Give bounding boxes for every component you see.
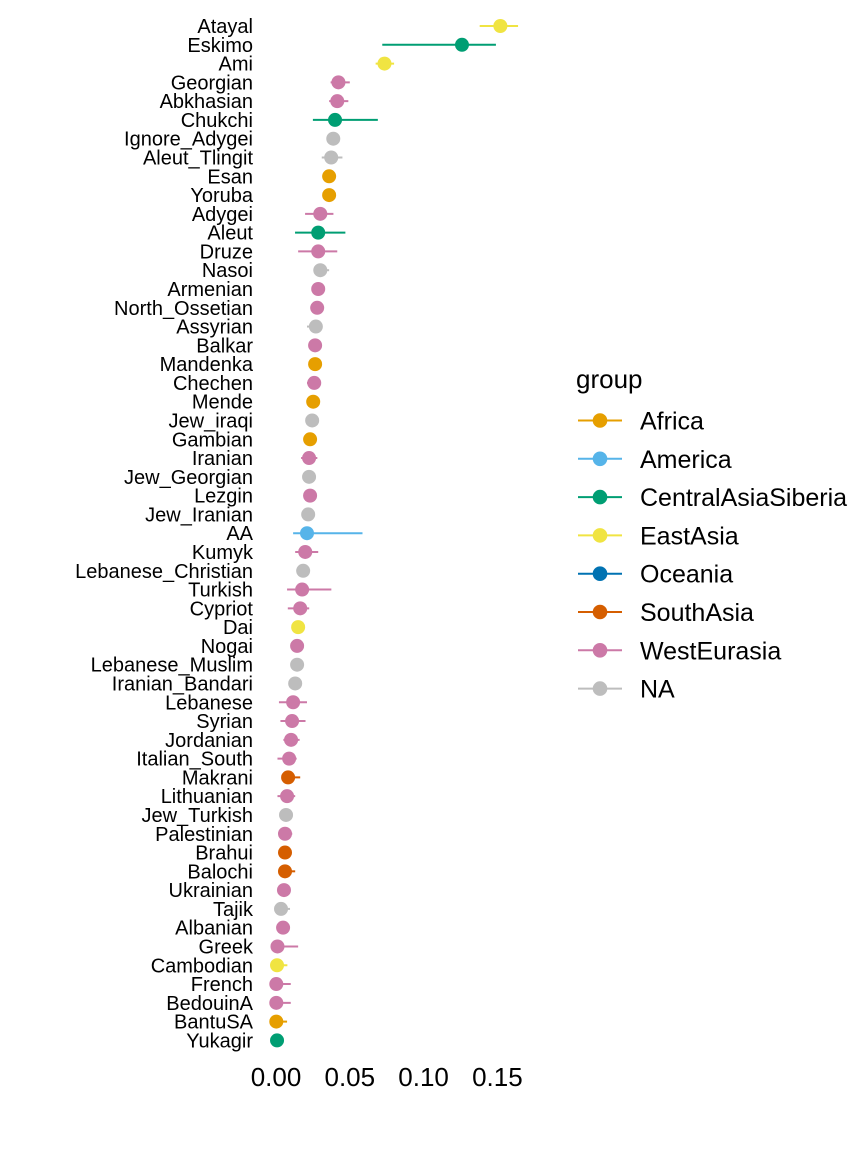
legend-key-dot — [593, 413, 608, 428]
legend-title: group — [576, 364, 643, 394]
y-axis-label: Aleut — [207, 222, 253, 245]
data-point — [274, 902, 288, 916]
y-axis-label: Jordanian — [165, 729, 253, 752]
data-point — [308, 338, 322, 352]
legend-item — [578, 522, 739, 550]
data-point — [326, 132, 340, 146]
y-axis-label: BedouinA — [166, 992, 253, 1015]
data-point — [295, 583, 309, 597]
data-point — [324, 150, 338, 164]
y-axis-label: Lebanese — [165, 692, 253, 715]
y-axis-label: AA — [226, 523, 253, 546]
data-point — [300, 526, 314, 540]
data-point — [290, 658, 304, 672]
legend-item — [578, 446, 732, 474]
y-axis-label: Nogai — [200, 635, 253, 658]
data-point — [330, 94, 344, 108]
data-point — [279, 808, 293, 822]
legend-item-label: NA — [640, 675, 675, 704]
y-axis-label: Iranian_Bandari — [111, 673, 253, 696]
y-axis-label: Balkar — [196, 335, 253, 358]
data-point — [302, 451, 316, 465]
y-axis-label: Syrian — [196, 711, 253, 734]
data-point — [270, 939, 284, 953]
y-axis-label: Ami — [218, 53, 253, 76]
data-point — [331, 75, 345, 89]
y-axis-label: Mandenka — [159, 354, 253, 377]
data-point — [313, 207, 327, 221]
legend-item-label: EastAsia — [640, 522, 739, 551]
data-point — [288, 676, 302, 690]
y-axis-label: Adygei — [191, 203, 253, 226]
y-axis-label: Kumyk — [191, 541, 253, 564]
y-axis-label: Chechen — [172, 372, 253, 395]
data-point — [296, 564, 310, 578]
y-axis-label: Cambodian — [150, 955, 253, 978]
data-point — [322, 188, 336, 202]
y-axis-label: Abkhasian — [159, 91, 253, 114]
legend-key-dot — [593, 605, 608, 620]
y-axis-label: Druze — [199, 241, 253, 264]
data-point — [290, 639, 304, 653]
x-axis-tick-label: 0.00 — [250, 1062, 302, 1092]
data-point — [311, 244, 325, 258]
y-axis-label: Brahui — [195, 842, 253, 865]
x-axis — [251, 1062, 523, 1092]
y-axis-label: Lebanese_Christian — [75, 560, 253, 583]
legend-key-dot — [593, 528, 608, 543]
y-axis-label: Jew_Georgian — [124, 466, 253, 489]
y-axis-label: Greek — [198, 936, 253, 959]
data-point — [307, 376, 321, 390]
y-axis-label: Jew_Iranian — [145, 504, 253, 527]
legend — [578, 408, 847, 704]
x-axis-tick-label: 0.10 — [398, 1062, 449, 1092]
legend-item-label: WestEurasia — [640, 637, 782, 666]
data-point — [270, 1033, 284, 1047]
data-point — [284, 733, 298, 747]
y-axis-label: Ignore_Adygei — [124, 128, 253, 151]
data-point — [280, 789, 294, 803]
x-axis-tick-label: 0.05 — [324, 1062, 376, 1092]
y-axis-label: Chukchi — [180, 109, 253, 132]
y-axis-label: Lebanese_Muslim — [90, 654, 253, 677]
data-point — [285, 714, 299, 728]
legend-item-label: Africa — [640, 407, 704, 436]
data-point — [377, 57, 391, 71]
data-point — [270, 958, 284, 972]
data-point — [298, 545, 312, 559]
y-axis-label: Mende — [191, 391, 253, 414]
legend-item-label: SouthAsia — [640, 599, 754, 627]
data-point — [305, 413, 319, 427]
data-point — [328, 113, 342, 127]
data-point — [303, 489, 317, 503]
y-axis-label: Ukrainian — [168, 880, 253, 903]
y-axis-label: Aleut_Tlingit — [142, 147, 253, 170]
data-point — [286, 695, 300, 709]
legend-item-label: America — [640, 445, 732, 474]
plot-rows — [75, 16, 518, 1052]
legend-item — [578, 408, 704, 436]
y-axis-label: Esan — [207, 166, 253, 189]
y-axis-label: Jew_iraqi — [168, 410, 253, 433]
y-axis-label: Lezgin — [194, 485, 253, 508]
legend-item — [578, 637, 781, 665]
data-point — [311, 282, 325, 296]
data-point — [302, 470, 316, 484]
data-point — [278, 846, 292, 860]
y-axis-label: Dai — [222, 617, 253, 640]
data-point — [313, 263, 327, 277]
legend-item-label: Oceania — [640, 560, 734, 589]
y-axis-label: Iranian — [191, 448, 253, 471]
data-point — [322, 169, 336, 183]
y-axis-label: Yoruba — [190, 185, 253, 208]
y-axis-label: Lithuanian — [160, 786, 253, 809]
legend-key-dot — [593, 643, 608, 658]
data-point — [455, 38, 469, 52]
data-point — [269, 996, 283, 1010]
data-point — [301, 507, 315, 521]
y-axis-label: Cypriot — [189, 598, 253, 621]
legend-item-label: CentralAsiaSiberia — [640, 484, 848, 513]
data-point — [309, 320, 323, 334]
y-axis-label: Jew_Turkish — [141, 804, 253, 827]
data-point — [282, 752, 296, 766]
y-axis-label: BantuSA — [174, 1011, 253, 1034]
data-point — [303, 432, 317, 446]
data-point — [291, 620, 305, 634]
y-axis-label: Palestinian — [155, 823, 253, 846]
y-axis-label: Tajik — [212, 898, 253, 921]
legend-key-dot — [593, 490, 608, 505]
y-axis-label: Balochi — [187, 861, 253, 884]
data-point — [493, 19, 507, 33]
data-point — [269, 977, 283, 991]
y-axis-label: Italian_South — [136, 748, 253, 771]
y-axis-label: Albanian — [175, 917, 253, 940]
y-axis-label: Eskimo — [187, 34, 253, 57]
y-axis-label: Makrani — [181, 767, 253, 790]
y-axis-label: Yukagir — [186, 1030, 253, 1053]
data-point — [277, 883, 291, 897]
data-point — [308, 357, 322, 371]
data-point — [311, 226, 325, 240]
data-point — [269, 1015, 283, 1029]
x-axis-tick-label: 0.15 — [472, 1062, 523, 1092]
legend-item — [578, 676, 675, 704]
data-point — [278, 864, 292, 878]
y-axis-label: Atayal — [197, 16, 253, 38]
data-point — [306, 395, 320, 409]
legend-item — [578, 484, 847, 512]
y-axis-label: Turkish — [188, 579, 253, 602]
data-point — [310, 301, 324, 315]
data-point — [293, 601, 307, 615]
legend-item — [578, 599, 754, 627]
legend-key-dot — [593, 566, 608, 581]
y-axis-label: Nasoi — [201, 260, 253, 283]
legend-key-dot — [593, 452, 608, 467]
legend-key-dot — [593, 681, 608, 696]
data-point — [278, 827, 292, 841]
y-axis-label: Armenian — [167, 278, 253, 301]
legend-item — [578, 561, 733, 589]
data-point — [276, 921, 290, 935]
y-axis-label: Gambian — [171, 429, 253, 452]
y-axis-label: Assyrian — [176, 316, 253, 339]
y-axis-label: North_Ossetian — [114, 297, 253, 320]
data-point — [281, 770, 295, 784]
y-axis-label: French — [190, 974, 253, 997]
y-axis-label: Georgian — [170, 72, 253, 95]
